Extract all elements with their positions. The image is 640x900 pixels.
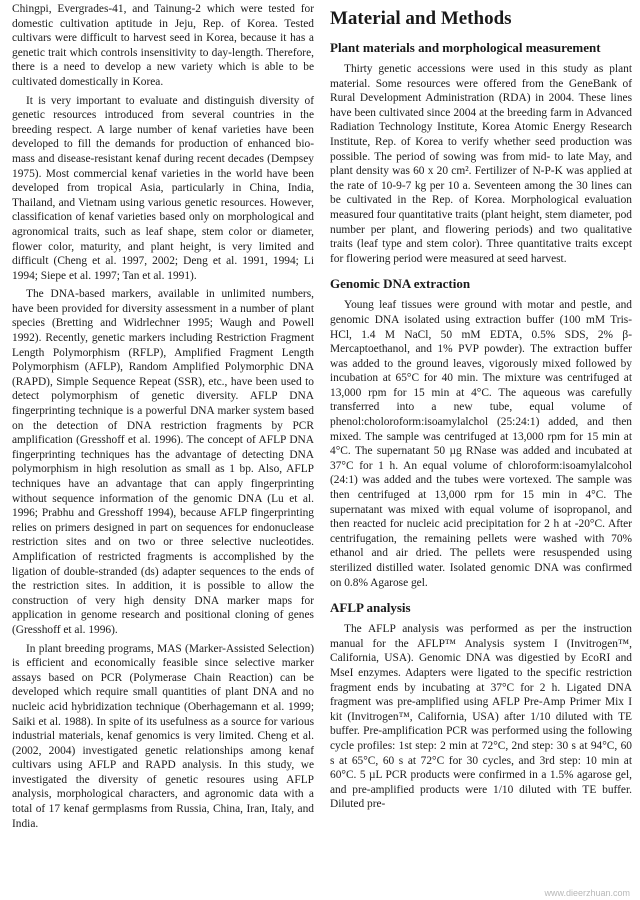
paragraph: In plant breeding programs, MAS (Marker-Assisted Selection) is efficient and economically feasible since selective marker assays based on PCR (Polymerase Chain Reaction) can be developed which require small quantities of plant DNA and no nucleic acid hybridization technique (Oberhagemann et al. 1999; Saiki et al. 1988). In spite of its usefulness as a source for various industrial materials, kenaf genomics is very limited. Cheng et al. (2002, 2004) investigated genetic relationships among kenaf cultivars using AFLP and RAPD analysis. In this study, we investigated the diversity of genetic resoures using AFLP analysis, morphological characters, and agronomic data with a total of 17 kenaf germplasms from Russia, China, Iran, Italy, and India. — [12, 642, 314, 830]
paragraph: Chingpi, Evergrades-41, and Tainung-2 which were tested for domestic cultivation aptitude in Jeju, Rep. of Korea. Tested cultivars were difficult to harvest seed in Korea, because it has a genetic trait which controls insensitivity to day-length. Therefore, there is a need to develop a new variety which is able to be cultivated domestically in Korea. — [12, 3, 314, 88]
paragraph: The AFLP analysis was performed as per the instruction manual for the AFLP™ Analysis system I (Invitrogen™, California, USA). Genomic DNA was digestied by EcoRI and MseI enzymes. Adapters were ligated to the specific restriction fragment ends by incubating at 37°C for 2 h. Ligated DNA fragment was pre-amplified using AFLP Pre-Amp Primer Mix I kit (Invitrogen™, California, USA) after 1/10 diluted with TE buffer. Pre-amplification PCR was performed using the following cycle profiles: 1st step: 2 min at 72°C, 2nd step: 30 s at 94°C, 60 s at 65°C, 60 s at 72°C for 30 cycles, and 3rd step: 10 min at 60°C. 5 µL PCR products were confirmed in a 1.5% agarose gel, and pre-amplified products were 1/10 diluted with TE buffer. Diluted pre- — [330, 623, 632, 811]
left-column — [12, 2, 314, 835]
subsection-heading: AFLP analysis — [330, 600, 411, 616]
paragraph: It is very important to evaluate and distinguish diversity of genetic resources introduced from several countries in the breeding respect. A large number of kenaf varieties have been developed to fill the demands for production of enhanced bio-mass and disease-resistant kenaf during recent decades (Dempsey 1975). Most commercial kenaf varieties in the world have been developed from tropical Asia, particularly in China, India, Thailand, and Vietnam using various genetic resources. However, classification of kenaf varieties based only on morphological and agronomical traits, such as leaf shape, stem color or diameter, flower color, maturity, and plant height, is very limited and difficult (Cheng et al. 1997, 2002; Deng et al. 1991, 1994; Li 1994; Siepe et al. 1997; Tan et al. 1991). — [12, 94, 314, 282]
subsection-heading: Plant materials and morphological measurement — [330, 40, 601, 55]
subsection-heading: Genomic DNA extraction — [330, 276, 471, 292]
paragraph: Thirty genetic accessions were used in this study as plant material. Some resources were offered from the GeneBank of Rural Development Administration (RDA) in 2004. These lines have been cultivated since 2004 at the breeding farm in Advanced Radiation Technology Institute, Korea Atomic Energy Research Institute, Rep. of Korea to verify whether seed production was possible. The period of sowing was from mid- to late May, and plant density was 60 x 20 cm². Fertilizer of N-P-K was applied at the rate of 10-9-7 kg per 10 a. Seventeen among the 30 lines can be cultivated in the Rep. of Korea. Morphological evaluation measured four quantitative traits (plant height, stem diameter, pod number per plant, and flowering periods) and two qualitative traits (leaf type and stem color). Three quantitative traits except for flowering period were measured at seed harvest. — [330, 63, 632, 265]
right-column — [330, 2, 632, 816]
paragraph: The DNA-based markers, available in unlimited numbers, have been provided for diversity assessment in a number of plant species (Bretting and Widrlechner 1995; Waugh and Powell 1992). Recently, genetic markers including Restriction Fragment Length Polymorphism (RFLP), Amplified Fragment Length Polymorphism (AFLP), Random Amplified Polymorphic DNA (RAPD), Simple Sequence Repeat (SSR), etc., have been used to detect polymorphism of genetic diversity. AFLP DNA fingerprinting technique is a powerful DNA marker system based on the detection of DNA restriction fragments by PCR amplification (Gresshoff et al. 1996). The concept of AFLP DNA fingerprinting techniques has the advantage of detecting DNA polymorphism in high resolution as small as 1 bp. Also, AFLP techniques have an advantage that can apply fingerprinting without sequence information of the genomic DNA (Lu et al. 1996; Prabhu and Gresshoff 1994), because AFLP fingerprinting relies on primers designed in part on sequences for endonuclease restriction sites and on two or three selective nucleotides. Amplification of restricted fragments is accomplished by the ligation of double-stranded (ds) adapter sequences to the ends of the restriction sites. In addition, it is possible to allow the construction of very high density DNA marker maps for application in genome research and positional cloning of genes (Gresshoff et al. 1996). — [12, 288, 314, 636]
section-title: Material and Methods — [330, 8, 512, 29]
paragraph: Young leaf tissues were ground with motar and pestle, and genomic DNA isolated using extraction buffer (100 mM Tris-HCl, 1.4 M NaCl, 50 mM EDTA, 0.5% SDS, 2% β-Mercaptoethanol, and 1% PVP powder). The extraction buffer was added to the ground leaves, vigorously mixed followed by incubation at 65°C for 40 min. The mixture was centrifuged at 13,000 rpm for 15 min at 4°C. The aqueous was carefully transferred into a new tube, equal volume of phenol:choloroform:isoamylalchol (25:24:1) added, and then mixed. The sample was centrifuged at 13,000 rpm for 15 min at 4°C. The supernatant 50 µg RNase was added and incubated at 37°C for 1 h. An equal volume of chloroform:isoamylalcohol (24:1) was added and the tubes were vortexed. The sample was then centrifuged at 13,000 rpm for 15 min in 4°C. The supernatant was mixed with equal volume of isopropanol, and then reacted for nucleic acid precipitation for 2 h at -20°C. After centrifugation, the remaining pellets were washed with 70% ethanol and air dried. The pellets were resuspended using sterilized distilled water. Isolated genomic DNA was confirmed on 0.8% Agarose gel. — [330, 299, 632, 589]
watermark: www.dieerzhuan.com — [544, 888, 630, 898]
